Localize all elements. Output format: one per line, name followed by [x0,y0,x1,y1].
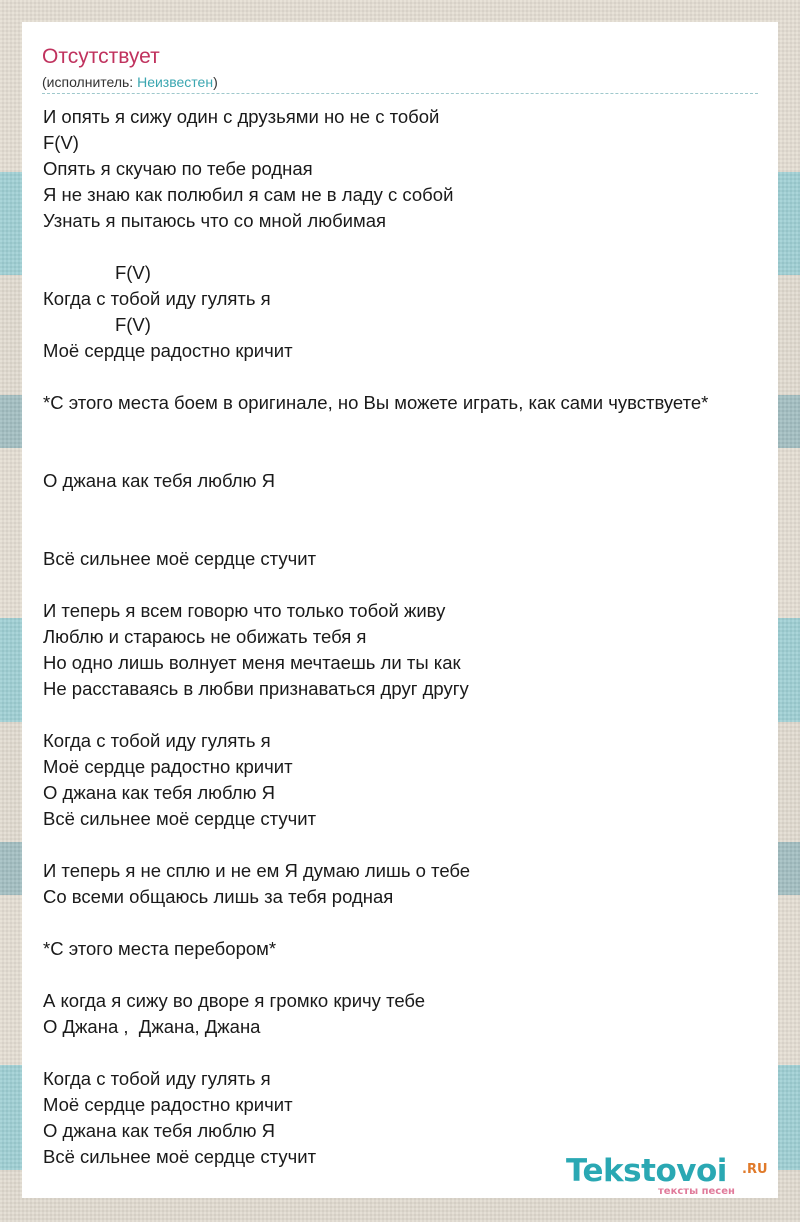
artist-line [42,73,218,91]
song-title: Отсутствует [42,45,160,68]
artist-suffix: ) [213,74,218,90]
title-divider [42,93,758,94]
logo-tagline: тексты песен [658,1186,735,1197]
artist-prefix: (исполнитель: [42,74,138,90]
artist-link[interactable]: Неизвестен [137,74,214,90]
logo-domain: .RU [742,1162,768,1177]
lyrics-text: И опять я сижу один с друзьями но не с тобой F(V) Опять я скучаю по тебе родная Я не знаю как полюбил я сам не в ладу с собой Узнать я пытаюсь что со мной любимая F(V) Когда с тобой иду гулять я F(V) Моё сердце радостно кричит *С этого места боем в оригинале, но Вы можете играть, как сами чувствуете* О джана как тебя люблю Я Всё сильнее моё сердце стучит И теперь я всем говорю что только тобой живу Люблю и стараюсь не обижать тебя я Но одно лишь волнует меня мечтаешь ли ты как Не расставаясь в любви признаваться друг другу Когда с тобой иду гулять я Моё сердце радостно кричит О джана как тебя люблю Я Всё сильнее моё сердце стучит И теперь я не сплю и не ем Я думаю лишь о тебе Со всеми общаюсь лишь за тебя родная *С этого места перебором* А когда я сижу во дворе я громко кричу тебе О Джана , Джана, Джана Когда с тобой иду гулять я Моё сердце радостно кричит О джана как тебя люблю Я Всё сильнее моё сердце стучит [43,106,709,1167]
site-logo[interactable] [566,1153,776,1197]
lyrics-card [22,22,778,1198]
logo-wordmark: Tekstovoi [566,1153,727,1189]
